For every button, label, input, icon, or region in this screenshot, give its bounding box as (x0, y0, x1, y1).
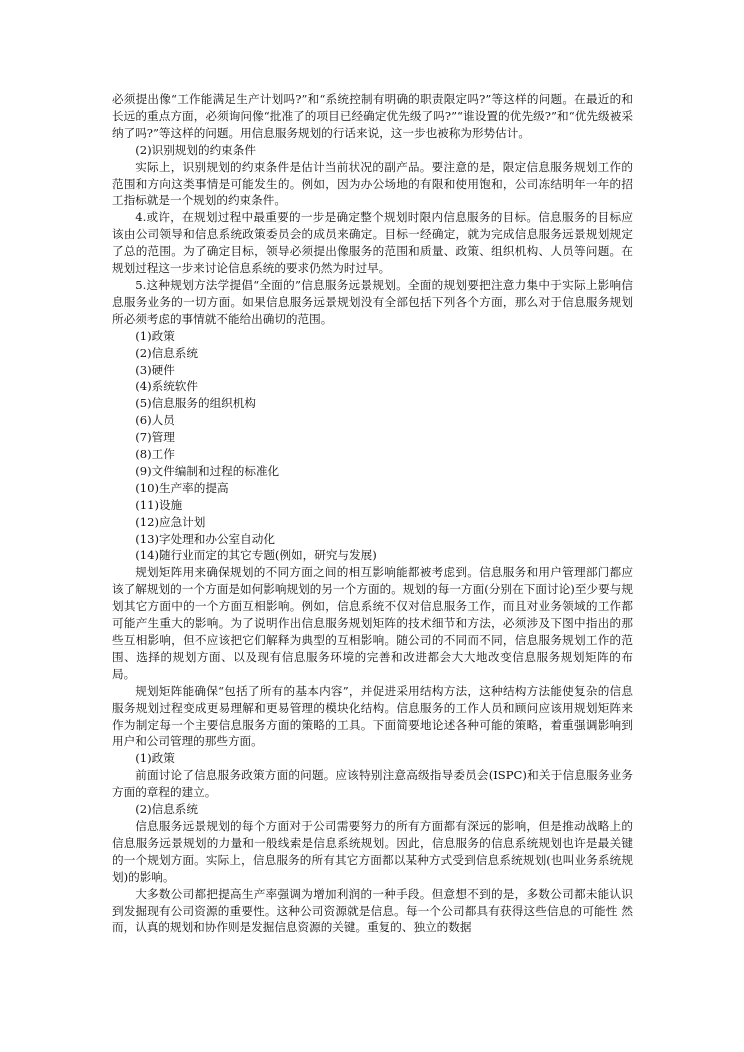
paragraph: 规划矩阵用来确保规划的不同方面之间的相互影响能都被考虑到。信息服务和用户管理部门都应该了解规划的一个方面是如何影响规划的另一个方面的。规划的每一方面(分别在下面讨论)至少要与规划其它方面中的一个方面互相影响。例如，信息系统不仅对信息服务工作，而且对业务领域的工作都可能产生重大的影响。为了说明作出信息服务规划矩阵的技术细节和方法，必须涉及下图中指出的那些互相影响，但不应该把它们解释为典型的互相影响。随公司的不同而不同，信息服务规划工作的范围、选择的规划方面、以及现有信息服务环境的完善和改进都会大大地改变信息服务规划矩阵的布局。 (112, 565, 633, 681)
list-item: (10)生产率的提高 (135, 480, 229, 495)
paragraph: 大多数公司都把提高生产率强调为增加利润的一种手段。但意想不到的是，多数公司都未能认识到发掘现有公司资源的重要性。这种公司资源就是信息。每一个公司都具有获得这些信息的可能性 然而，认真的规划和协作则是发掘信息资源的关键。重复的、独立的数据 (112, 886, 633, 935)
list-item: (1)政策 (135, 328, 175, 343)
section-heading: (2)识别规划的约束条件 (135, 142, 256, 157)
list-item: (14)随行业而定的其它专题(例如，研究与发展) (135, 548, 377, 563)
paragraph: 4.或许，在规划过程中最重要的一步是确定整个规划时限内信息服务的目标。信息服务的目标应该由公司领导和信息系统政策委员会的成员来确定。目标一经确定，就为完成信息服务远景规划规定了总的范围。为了确定目标，领导必须提出像服务的范围和质量、政策、组织机构、人员等问题。在规划过程这一步来讨论信息系统的要求仍然为时过早。 (112, 210, 633, 276)
list-item: (3)硬件 (135, 362, 175, 377)
list-item: (2)信息系统 (135, 345, 198, 360)
paragraph: 5.这种规划方法学提倡“全面的”信息服务远景规划。全面的规划要把注意力集中于实际上影响信息服务业务的一切方面。如果信息服务远景规划没有全部包括下列各个方面，那么对于信息服务规划所必须考虑的事情就不能给出确切的范围。 (112, 277, 633, 326)
document-page (112, 91, 633, 936)
section-heading: (2)信息系统 (135, 802, 198, 817)
list-item: (9)文件编制和过程的标准化 (135, 463, 280, 478)
section-heading: (1)政策 (135, 751, 175, 766)
list-item: (8)工作 (135, 447, 175, 462)
list-item: (7)管理 (135, 430, 175, 445)
paragraph: 前面讨论了信息服务政策方面的问题。应该特别注意高级指导委员会(ISPC)和关于信息服务业务方面的章程的建立。 (112, 768, 633, 800)
paragraph: 规划矩阵能确保“包括了所有的基本内容”，并促进采用结构方法，这种结构方法能使复杂的信息服务规划过程变成更易理解和更易管理的模块化结构。信息服务的工作人员和顾问应该用规划矩阵来作为制定每一个主要信息服务方面的策略的工具。下面简要地论述各种可能的策略，着重强调影响到用户和公司管理的那些方面。 (112, 683, 633, 749)
list-item: (4)系统软件 (135, 379, 198, 394)
paragraph: 实际上，识别规划的约束条件是估计当前状况的副产品。要注意的是，限定信息服务规划工作的范围和方向这类事情是可能发生的。例如，因为办公场地的有限和使用饱和，公司冻结明年一年的招工指标就是一个规划的约束条件。 (112, 159, 633, 208)
list-item: (11)设施 (135, 497, 183, 512)
paragraph: 信息服务远景规划的每个方面对于公司需要努力的所有方面都有深远的影响，但是推动战略上的信息服务远景规划的力量和一般线索是信息系统规划。因此，信息服务的信息系统规划也许是最关键的一个规划方面。实际上，信息服务的所有其它方面都以某种方式受到信息系统规划(也叫业务系统规划)的影响。 (112, 818, 633, 884)
list-item: (5)信息服务的组织机构 (135, 396, 256, 411)
list-item: (6)人员 (135, 413, 175, 428)
paragraph: 必须提出像“工作能满足生产计划吗?”和“系统控制有明确的职责限定吗?”等这样的问题。在最近的和长远的重点方面，必须询问像“批准了的项目已经确定优先级了吗?”“谁设置的优先级?”和“优先级被采纳了吗?”等这样的问题。用信息服务规划的行话来说，这一步也被称为形势估计。 (112, 92, 633, 140)
list-item: (13)字处理和办公室自动化 (135, 531, 275, 546)
list-item: (12)应急计划 (135, 514, 206, 529)
